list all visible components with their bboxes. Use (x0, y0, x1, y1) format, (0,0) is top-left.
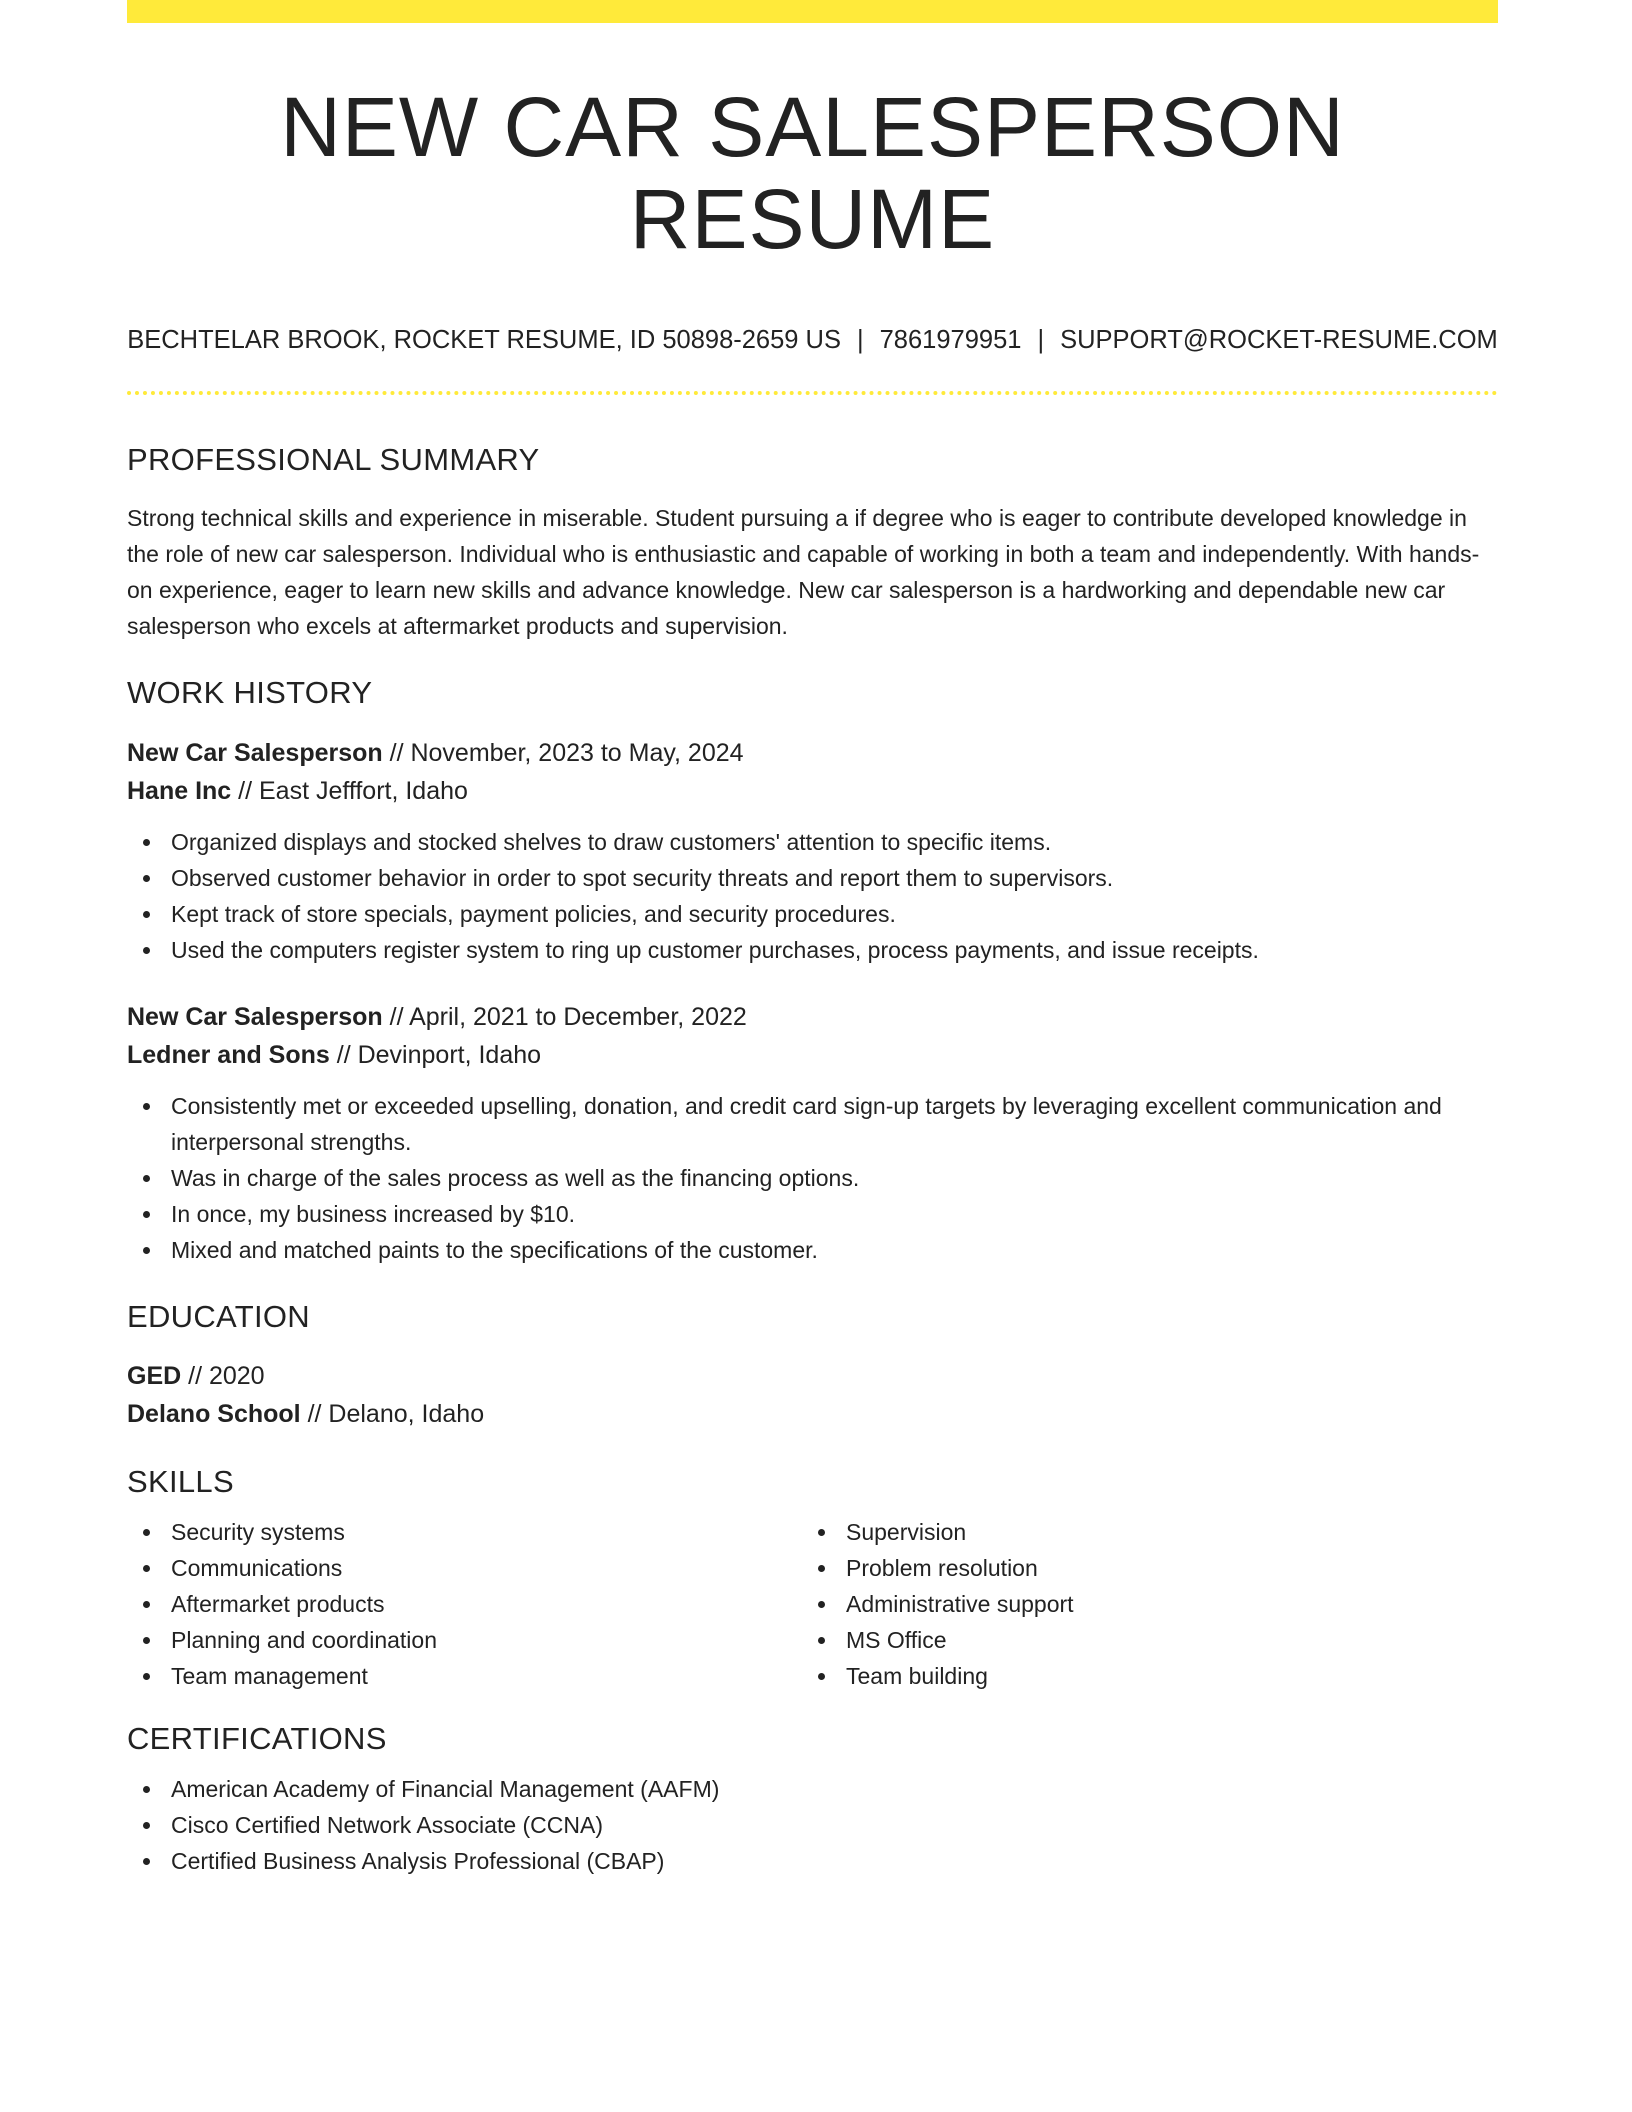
skill-item: Problem resolution (802, 1550, 1477, 1586)
job-entry (127, 998, 1498, 1268)
header-divider (127, 391, 1498, 395)
company-location: // Devinport, Idaho (329, 1040, 542, 1069)
contact-separator: | (856, 325, 864, 354)
job-entry (127, 734, 1498, 968)
work-history-heading: WORK HISTORY (127, 675, 373, 711)
skills-column-right (802, 1514, 1477, 1694)
job-title-line (127, 734, 1498, 772)
skills-grid (127, 1514, 1498, 1694)
certification-item: American Academy of Financial Management (AAFM) (127, 1771, 1498, 1807)
certification-item: Certified Business Analysis Professional (CBAP) (127, 1843, 1498, 1879)
skill-item: Aftermarket products (127, 1586, 802, 1622)
summary-text: Strong technical skills and experience in miserable. Student pursuing a if degree who is eager to contribute developed knowledge in the role of new car salesperson. Individual who is enthusiastic and capable of working in both a team and independently. With hands-on experience, eager to learn new skills and advance knowledge. New car salesperson is a hardworking and dependable new car salesperson who excels at aftermarket products and supervision. (127, 505, 1480, 640)
list-item: Mixed and matched paints to the specifications of the customer. (127, 1232, 1498, 1268)
education-entry (127, 1357, 1498, 1433)
company-location: // East Jefffort, Idaho (231, 776, 468, 805)
school-name: Delano School (127, 1399, 301, 1428)
summary-heading: PROFESSIONAL SUMMARY (127, 442, 540, 478)
contact-line (127, 325, 1498, 354)
resume-title: NEW CAR SALESPERSON RESUME (280, 80, 1345, 267)
skill-item: Security systems (127, 1514, 802, 1550)
degree: GED (127, 1361, 182, 1390)
list-item: Kept track of store specials, payment policies, and security procedures. (127, 896, 1498, 932)
top-accent-bar (127, 0, 1498, 23)
resume-page (127, 0, 1498, 1879)
job-title: New Car Salesperson (127, 1002, 383, 1031)
degree-line (127, 1357, 1498, 1395)
list-item: Observed customer behavior in order to spot security threats and report them to supervisors. (127, 860, 1498, 896)
skill-item: Administrative support (802, 1586, 1477, 1622)
skill-item: Planning and coordination (127, 1622, 802, 1658)
certifications-list (127, 1771, 1498, 1879)
list-item: Was in charge of the sales process as well as the financing options. (127, 1160, 1498, 1196)
skill-item: Team building (802, 1658, 1477, 1694)
job-title: New Car Salesperson (127, 738, 383, 767)
skill-item: Team management (127, 1658, 802, 1694)
company-name: Ledner and Sons (127, 1040, 330, 1069)
job-dates: // November, 2023 to May, 2024 (382, 738, 744, 767)
skill-item: Communications (127, 1550, 802, 1586)
skill-item: Supervision (802, 1514, 1477, 1550)
skills-column-left (127, 1514, 802, 1694)
job-dates: // April, 2021 to December, 2022 (382, 1002, 747, 1031)
skills-heading: SKILLS (127, 1463, 234, 1499)
degree-year: // 2020 (181, 1361, 265, 1390)
job-duties-list (127, 1088, 1498, 1268)
job-title-line (127, 998, 1498, 1036)
company-line (127, 772, 1498, 810)
list-item: Organized displays and stocked shelves to draw customers' attention to specific items. (127, 824, 1498, 860)
school-line (127, 1395, 1498, 1433)
job-duties-list (127, 824, 1498, 968)
contact-address: BECHTELAR BROOK, ROCKET RESUME, ID 50898-2659 US (127, 325, 841, 354)
company-line (127, 1036, 1498, 1074)
education-heading: EDUCATION (127, 1298, 310, 1334)
contact-phone: 7861979951 (879, 325, 1022, 354)
list-item: In once, my business increased by $10. (127, 1196, 1498, 1232)
list-item: Used the computers register system to ring up customer purchases, process payments, and issue receipts. (127, 932, 1498, 968)
certification-item: Cisco Certified Network Associate (CCNA) (127, 1807, 1498, 1843)
contact-separator: | (1037, 325, 1045, 354)
company-name: Hane Inc (127, 776, 232, 805)
certifications-heading: CERTIFICATIONS (127, 1721, 387, 1757)
skill-item: MS Office (802, 1622, 1477, 1658)
list-item: Consistently met or exceeded upselling, donation, and credit card sign-up targets by leveraging excellent communication and interpersonal strengths. (127, 1088, 1498, 1160)
contact-email: SUPPORT@ROCKET-RESUME.COM (1060, 325, 1498, 354)
school-location: // Delano, Idaho (300, 1399, 485, 1428)
